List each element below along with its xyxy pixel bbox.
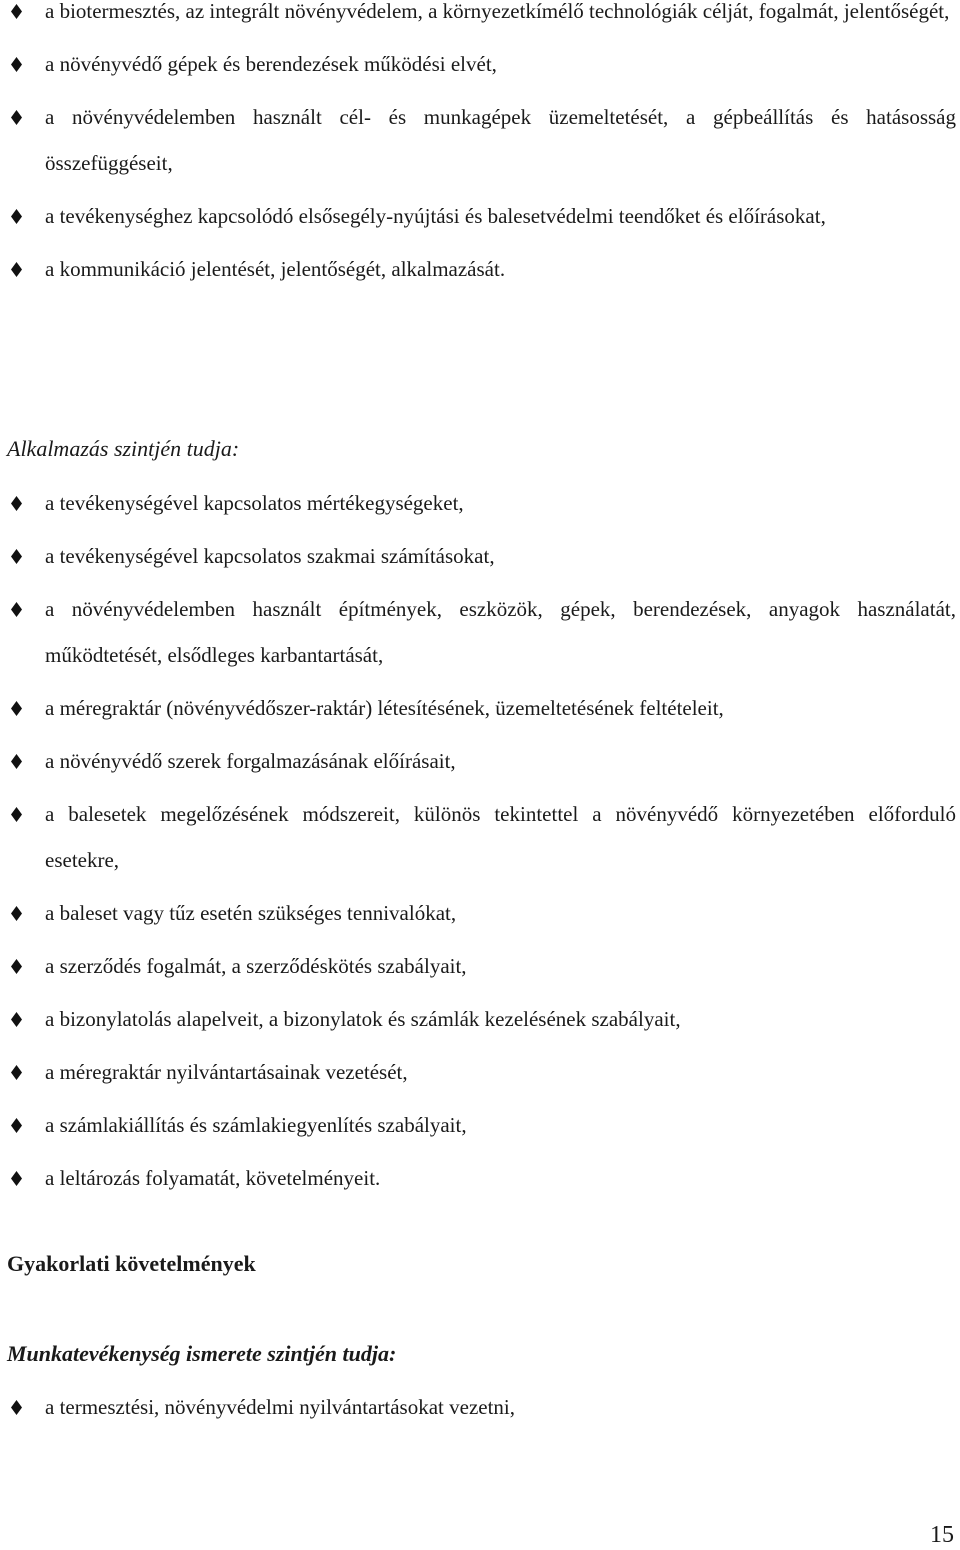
diamond-bullet-icon <box>11 1065 22 1080</box>
list-item <box>0 1102 960 1148</box>
list-item-text: a balesetek megelőzésének módszereit, különös tekintettel a növényvédő környezetében előforduló esetekre, <box>45 802 956 872</box>
diamond-bullet-icon <box>11 57 22 72</box>
list-item-text: a növényvédelemben használt építmények, eszközök, gépek, berendezések, anyagok használatát, működtetését, elsődleges karbantartását, <box>45 597 956 667</box>
diamond-bullet-icon <box>11 807 22 822</box>
list-item <box>0 586 960 678</box>
list-item-text: a tevékenységével kapcsolatos mértékegységeket, <box>45 491 464 515</box>
page-number: 15 <box>930 1522 954 1548</box>
diamond-bullet-icon <box>11 496 22 511</box>
list-item-text: a növényvédő gépek és berendezések működési elvét, <box>45 52 497 76</box>
list-item <box>0 738 960 784</box>
diamond-bullet-icon <box>11 959 22 974</box>
list-item-text: a méregraktár nyilvántartásainak vezetését, <box>45 1060 408 1084</box>
list-item-text: a bizonylatolás alapelveit, a bizonylatok és számlák kezelésének szabályait, <box>45 1007 681 1031</box>
diamond-bullet-icon <box>11 1012 22 1027</box>
section-heading-work: Munkatevékenység ismerete szintjén tudja: <box>7 1341 397 1366</box>
list-item-text: a kommunikáció jelentését, jelentőségét, alkalmazását. <box>45 257 506 281</box>
list-item <box>0 533 960 579</box>
list-item-text: a növényvédelemben használt cél- és munkagépek üzemeltetését, a gépbeállítás és hatásosság összefüggéseit, <box>45 105 956 175</box>
list-item <box>0 890 960 936</box>
list-item <box>0 94 960 186</box>
list-item <box>0 0 960 34</box>
diamond-bullet-icon <box>11 110 22 125</box>
list-item <box>0 193 960 239</box>
diamond-bullet-icon <box>11 1171 22 1186</box>
diamond-bullet-icon <box>11 602 22 617</box>
list-item <box>0 943 960 989</box>
list-item <box>0 1384 960 1430</box>
section-heading-practical: Gyakorlati követelmények <box>7 1251 256 1276</box>
list-item-text: a növényvédő szerek forgalmazásának előírásait, <box>45 749 456 773</box>
work-list <box>0 1384 960 1437</box>
diamond-bullet-icon <box>11 754 22 769</box>
list-item <box>0 791 960 883</box>
list-item-text: a leltározás folyamatát, követelményeit. <box>45 1166 381 1190</box>
list-item <box>0 480 960 526</box>
list-item <box>0 1155 960 1201</box>
top-list <box>0 0 960 299</box>
diamond-bullet-icon <box>11 4 22 19</box>
diamond-bullet-icon <box>11 262 22 277</box>
application-list <box>0 480 960 1208</box>
list-item <box>0 246 960 292</box>
diamond-bullet-icon <box>11 549 22 564</box>
list-item-text: a tevékenységével kapcsolatos szakmai számításokat, <box>45 544 495 568</box>
list-item-text: a tevékenységhez kapcsolódó elsősegély-nyújtási és balesetvédelmi teendőket és előírásokat, <box>45 204 826 228</box>
list-item <box>0 685 960 731</box>
list-item <box>0 996 960 1042</box>
list-item-text: a szerződés fogalmát, a szerződéskötés szabályait, <box>45 954 467 978</box>
section-heading-application: Alkalmazás szintjén tudja: <box>7 436 240 461</box>
diamond-bullet-icon <box>11 1118 22 1133</box>
list-item <box>0 1049 960 1095</box>
list-item-text: a termesztési, növényvédelmi nyilvántartásokat vezetni, <box>45 1395 515 1419</box>
list-item-text: a baleset vagy tűz esetén szükséges tennivalókat, <box>45 901 457 925</box>
list-item-text: a számlakiállítás és számlakiegyenlítés szabályait, <box>45 1113 467 1137</box>
list-item-text: a biotermesztés, az integrált növényvédelem, a környezetkímélő technológiák célját, fogalmát, jelentőségét, <box>45 0 950 23</box>
diamond-bullet-icon <box>11 209 22 224</box>
diamond-bullet-icon <box>11 1400 22 1415</box>
diamond-bullet-icon <box>11 701 22 716</box>
list-item-text: a méregraktár (növényvédőszer-raktár) létesítésének, üzemeltetésének feltételeit, <box>45 696 724 720</box>
list-item <box>0 41 960 87</box>
diamond-bullet-icon <box>11 906 22 921</box>
